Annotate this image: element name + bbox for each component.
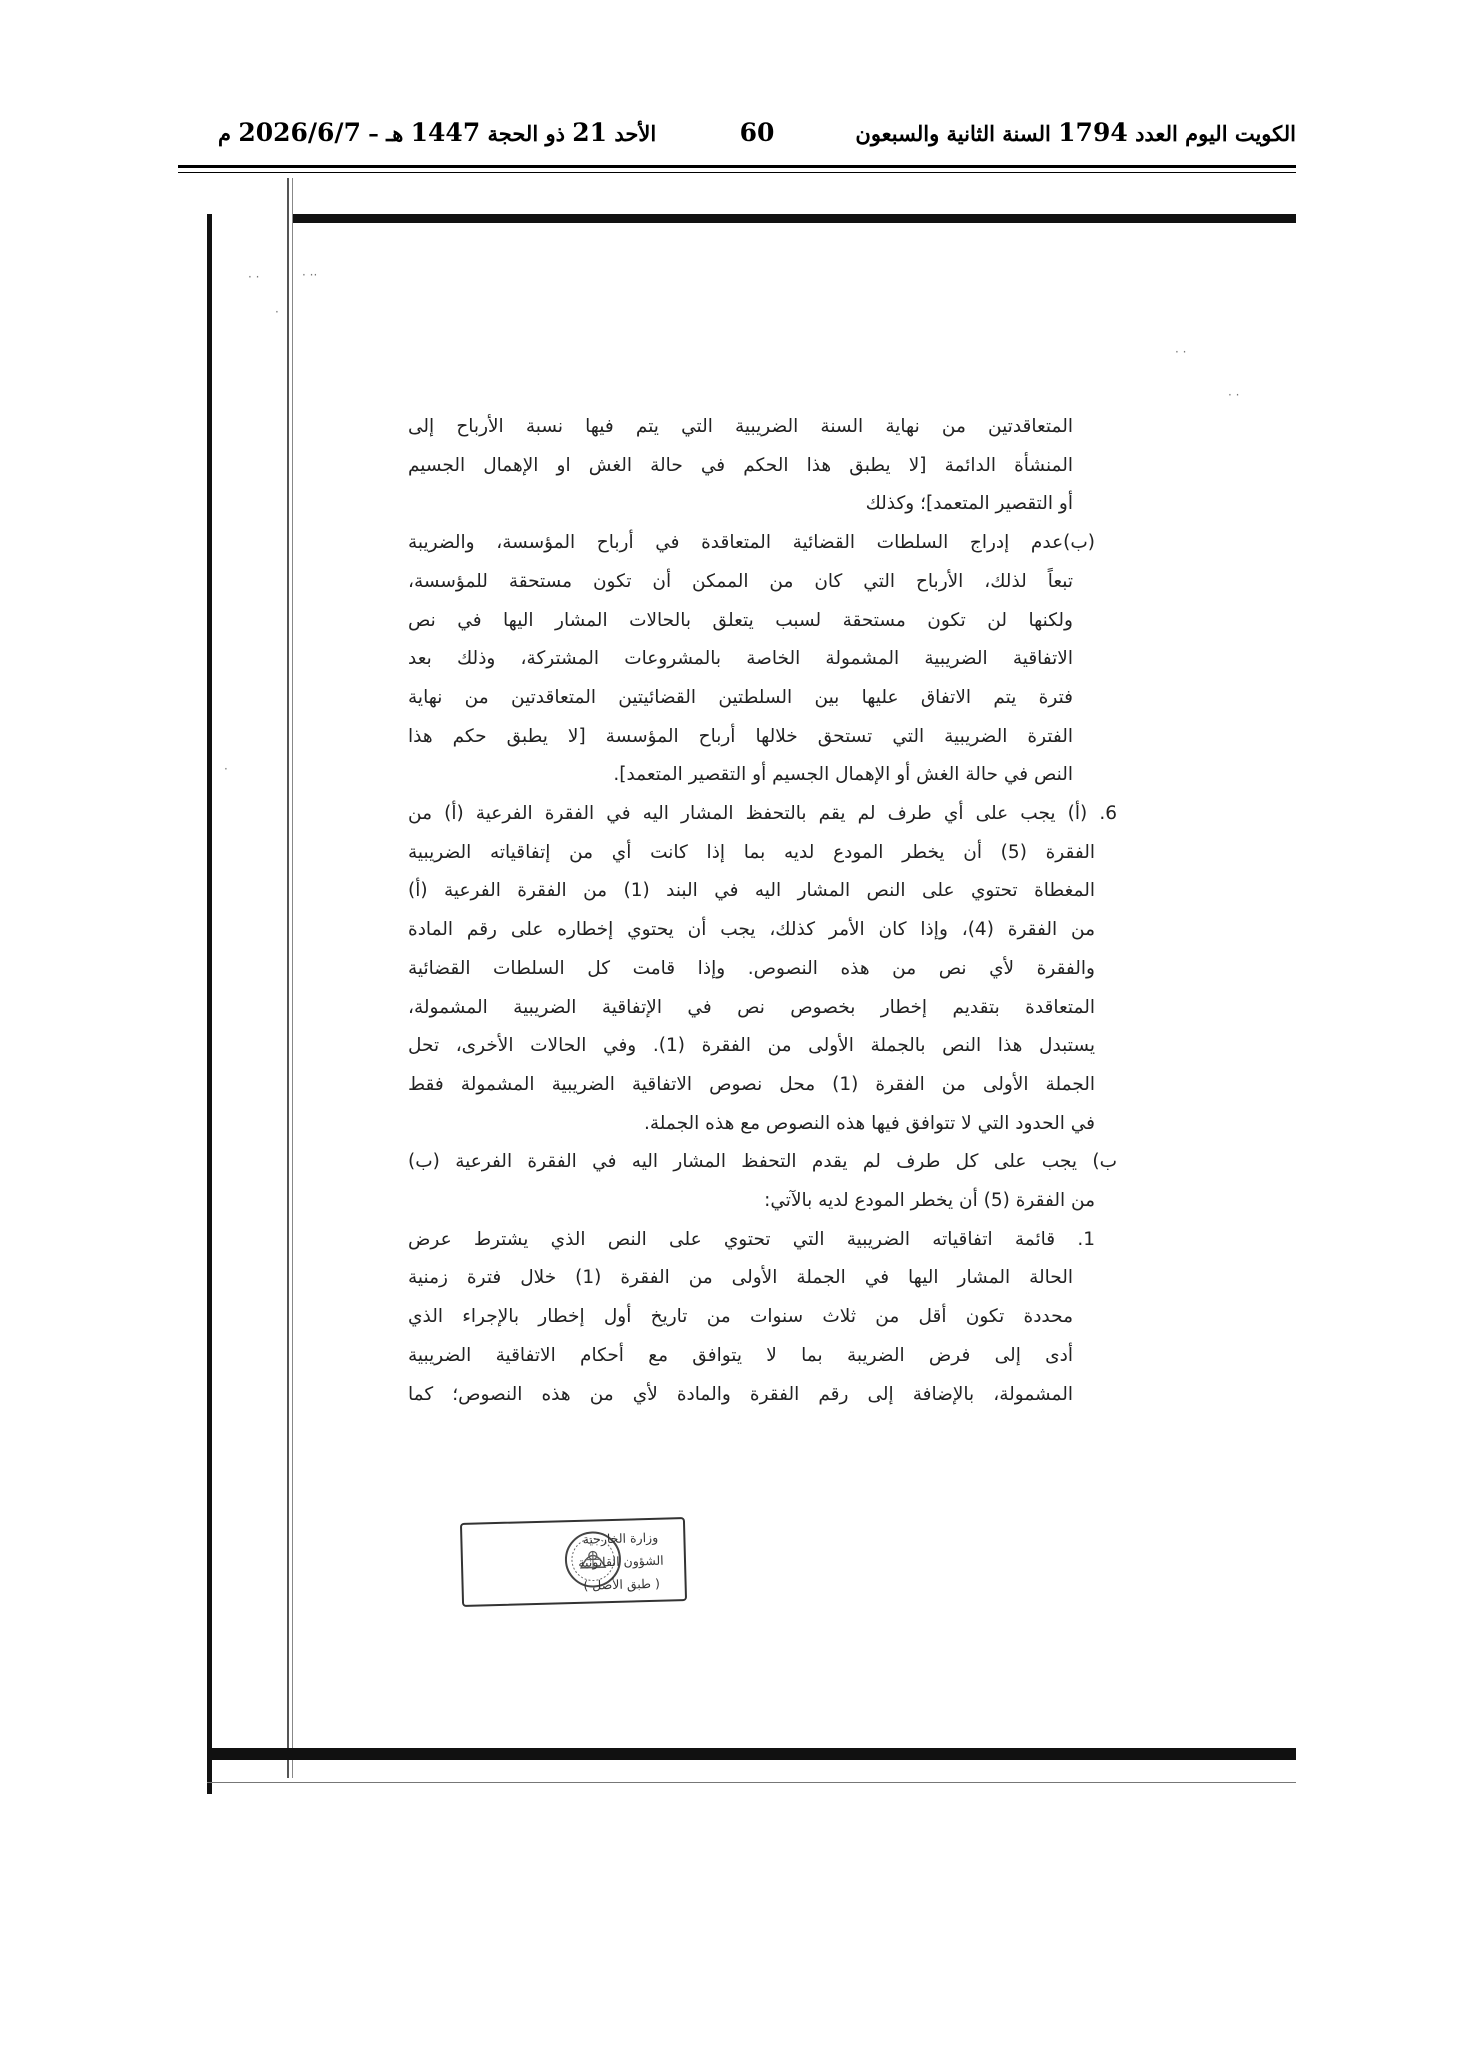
text-line: 6. (أ) يجب على أي طرف لم يقم بالتحفظ المشار اليه في الفقرة الفرعية (أ) من [408, 803, 1117, 825]
text-line: ب) يجب على كل طرف لم يقدم التحفظ المشار اليه في الفقرة الفرعية (ب) [408, 1151, 1117, 1173]
stamp-line: الشؤون القانونية [578, 1552, 664, 1570]
page-header [218, 118, 1296, 158]
text-line: أو التقصير المتعمد]؛ وكذلك [865, 493, 1073, 515]
text-line: المتعاقدتين من نهاية السنة الضريبية التي يتم فيها نسبة الأرباح إلى [408, 416, 1073, 437]
scan-speck: ·· · [302, 268, 318, 282]
text-line: في الحدود التي لا تتوافق فيها هذه النصوص مع هذه الجملة. [643, 1112, 1095, 1134]
scan-left-border [207, 214, 212, 1794]
text-line: (ب)عدم إدراج السلطات القضائية المتعاقدة في أرباح المؤسسة، والضريبة [408, 532, 1095, 554]
year-label: السنة الثانية والسبعون [855, 121, 1051, 146]
document-body [408, 408, 1117, 1414]
text-line: الاتفاقية الضريبية المشمولة الخاصة بالمشروعات المشتركة، وذلك بعد [408, 648, 1073, 670]
text-line: يستبدل هذا النص بالجملة الأولى من الفقرة (1). وفي الحالات الأخرى، تحل [408, 1035, 1095, 1057]
hijri-day: 21 [572, 118, 608, 147]
text-line: والفقرة لأي نص من هذه النصوص. وإذا قامت كل السلطات القضائية [408, 957, 1095, 979]
text-line: ولكنها لن تكون مستحقة لسبب يتعلق بالحالات المشار اليها في نص [408, 609, 1073, 631]
stamp-line: ( طبق الأصل ) [583, 1575, 661, 1593]
text-line: الجملة الأولى من الفقرة (1) محل نصوص الاتفاقية الضريبية المشمولة فقط [408, 1073, 1095, 1095]
header-rule-thick [178, 165, 1296, 168]
scan-speck: · [224, 762, 228, 776]
gregorian-suffix: م [218, 121, 232, 146]
text-line: من الفقرة (5) أن يخطر المودع لديه بالآتي: [764, 1190, 1095, 1212]
issue-number: 1794 [1058, 118, 1128, 147]
text-line: 1. قائمة اتفاقياته الضريبية التي تحتوي على النص الذي يشترط عرض [408, 1228, 1095, 1250]
scan-speck: · · [1228, 388, 1240, 402]
page-number: 60 [739, 118, 775, 147]
issue-date [218, 118, 656, 147]
text-line: فترة يتم الاتفاق عليها بين السلطتين القضائيتين المتعاقدتين من نهاية [408, 686, 1073, 708]
text-line: تبعاً لذلك، الأرباح التي كان من الممكن أن تكون مستحقة للمؤسسة، [408, 570, 1073, 592]
publication-issue [855, 118, 1296, 147]
scan-bottom-line [207, 1782, 1296, 1783]
text-line: المنشأة الدائمة [لا يطبق هذا الحكم في حالة الغش او الإهمال الجسيم [408, 454, 1073, 476]
scan-speck: · · [248, 270, 260, 284]
text-line: المشمولة، بالإضافة إلى رقم الفقرة والمادة لأي من هذه النصوص؛ كما [408, 1383, 1073, 1405]
text-line: المتعاقدة بتقديم إخطار بخصوص نص في الإتفاقية الضريبية المشمولة، [408, 996, 1095, 1018]
text-line: الحالة المشار اليها في الجملة الأولى من الفقرة (1) خلال فترة زمنية [408, 1267, 1073, 1289]
stamp-line: وزارة الخارجية [582, 1529, 659, 1547]
hijri-month: ذو الحجة [487, 121, 565, 146]
text-line: الفترة الضريبية التي تستحق خلالها أرباح المؤسسة [لا يطبق حكم هذا [408, 725, 1073, 747]
scan-margin-line [287, 178, 289, 1778]
text-line: الفقرة (5) أن يخطر المودع لديه بما إذا كانت أي من إتفاقياته الضريبية [408, 841, 1095, 863]
text-line: أدى إلى فرض الضريبة بما لا يتوافق مع أحكام الاتفاقية الضريبية [408, 1344, 1073, 1366]
text-line: النص في حالة الغش أو الإهمال الجسيم أو التقصير المتعمد]. [613, 764, 1073, 786]
hijri-suffix: هـ – [368, 121, 404, 146]
gregorian-date: 2026/6/7 [238, 118, 361, 147]
scan-speck: · [275, 305, 279, 319]
publication-name: الكويت اليوم العدد [1135, 121, 1296, 146]
scan-top-border [292, 214, 1296, 223]
text-line: محددة تكون أقل من ثلاث سنوات من تاريخ أول إخطار بالإجراء الذي [408, 1306, 1073, 1328]
ministry-stamp [460, 1517, 687, 1607]
hijri-year: 1447 [410, 118, 481, 147]
header-rule-thin [178, 172, 1296, 173]
text-line: من الفقرة (4)، وإذا كان الأمر كذلك، يجب أن يحتوي إخطاره على رقم المادة [408, 919, 1095, 941]
scan-margin-line-inner [292, 178, 293, 1778]
scan-speck: · · [1175, 345, 1187, 359]
text-line: المغطاة تحتوي على النص المشار اليه في البند (1) من الفقرة الفرعية (أ) [408, 880, 1095, 902]
day-name: الأحد [614, 121, 657, 146]
scan-bottom-border [207, 1748, 1296, 1760]
stamp-text [565, 1525, 677, 1597]
